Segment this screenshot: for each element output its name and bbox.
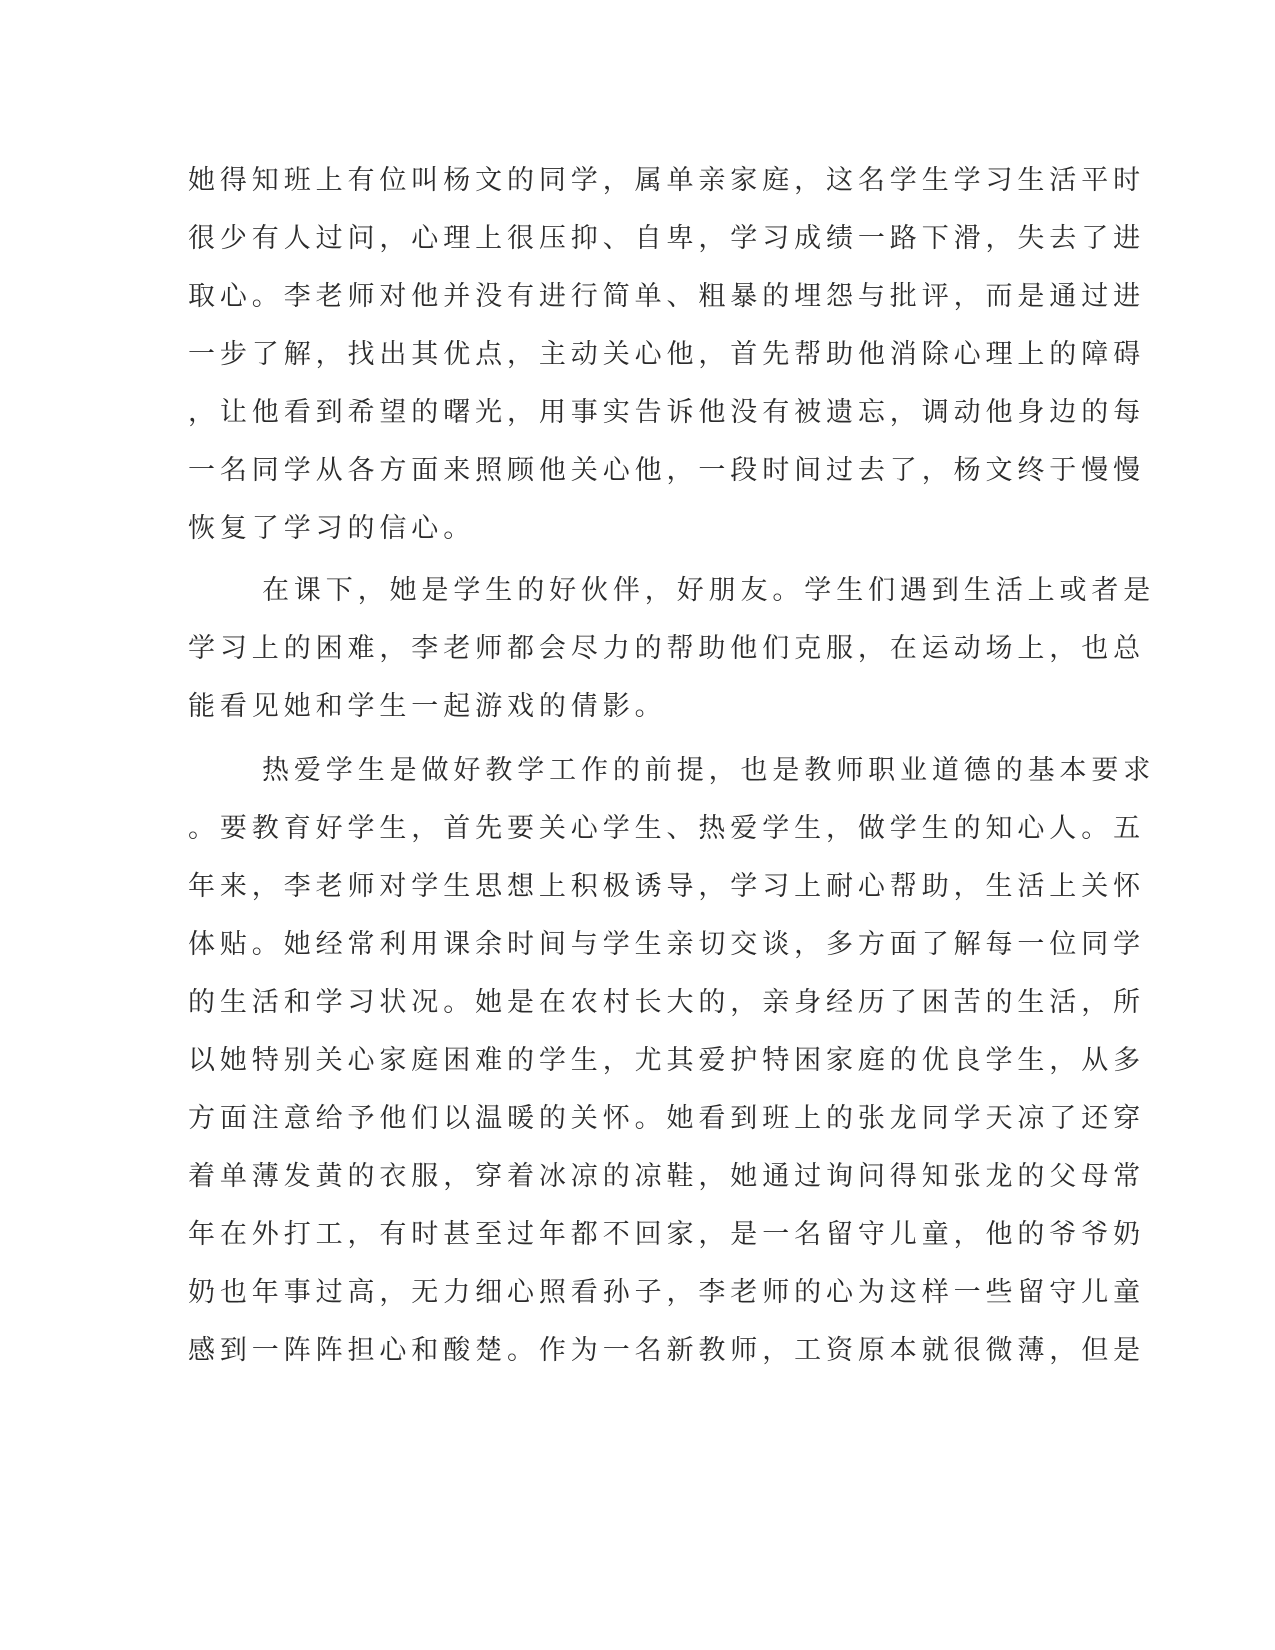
text-line: 年来，李老师对学生思想上积极诱导，学习上耐心帮助，生活上关怀 xyxy=(188,871,1145,902)
text-line: 年在外打工，有时甚至过年都不回家，是一名留守儿童，他的爷爷奶 xyxy=(188,1219,1145,1250)
paragraph-first-line: 在课下，她是学生的好伙伴，好朋友。学生们遇到生活上或者是 xyxy=(262,575,1156,606)
text-line: 她得知班上有位叫杨文的同学，属单亲家庭，这名学生学习生活平时 xyxy=(188,165,1145,196)
text-line: 一步了解，找出其优点，主动关心他，首先帮助他消除心理上的障碍 xyxy=(188,339,1145,370)
text-line: 方面注意给予他们以温暖的关怀。她看到班上的张龙同学天凉了还穿 xyxy=(188,1103,1145,1134)
text-line: 学习上的困难，李老师都会尽力的帮助他们克服，在运动场上，也总 xyxy=(188,633,1145,664)
text-line: 以她特别关心家庭困难的学生，尤其爱护特困家庭的优良学生，从多 xyxy=(188,1045,1145,1076)
text-line: 一名同学从各方面来照顾他关心他，一段时间过去了，杨文终于慢慢 xyxy=(188,455,1145,486)
text-line: 很少有人过问，心理上很压抑、自卑，学习成绩一路下滑，失去了进 xyxy=(188,223,1145,254)
text-line: 。要教育好学生，首先要关心学生、热爱学生，做学生的知心人。五 xyxy=(188,813,1145,844)
text-line: 的生活和学习状况。她是在农村长大的，亲身经历了困苦的生活，所 xyxy=(188,987,1145,1018)
text-line: ，让他看到希望的曙光，用事实告诉他没有被遗忘，调动他身边的每 xyxy=(188,397,1145,428)
text-line: 感到一阵阵担心和酸楚。作为一名新教师，工资原本就很微薄，但是 xyxy=(188,1335,1145,1366)
text-line: 恢复了学习的信心。 xyxy=(188,513,476,544)
paragraph-first-line: 热爱学生是做好教学工作的前提，也是教师职业道德的基本要求 xyxy=(262,755,1156,786)
text-line: 能看见她和学生一起游戏的倩影。 xyxy=(188,691,667,722)
text-line: 着单薄发黄的衣服，穿着冰凉的凉鞋，她通过询问得知张龙的父母常 xyxy=(188,1161,1145,1192)
text-line: 奶也年事过高，无力细心照看孙子，李老师的心为这样一些留守儿童 xyxy=(188,1277,1145,1308)
text-line: 取心。李老师对他并没有进行简单、粗暴的埋怨与批评，而是通过进 xyxy=(188,281,1145,312)
text-line: 体贴。她经常利用课余时间与学生亲切交谈，多方面了解每一位同学 xyxy=(188,929,1145,960)
